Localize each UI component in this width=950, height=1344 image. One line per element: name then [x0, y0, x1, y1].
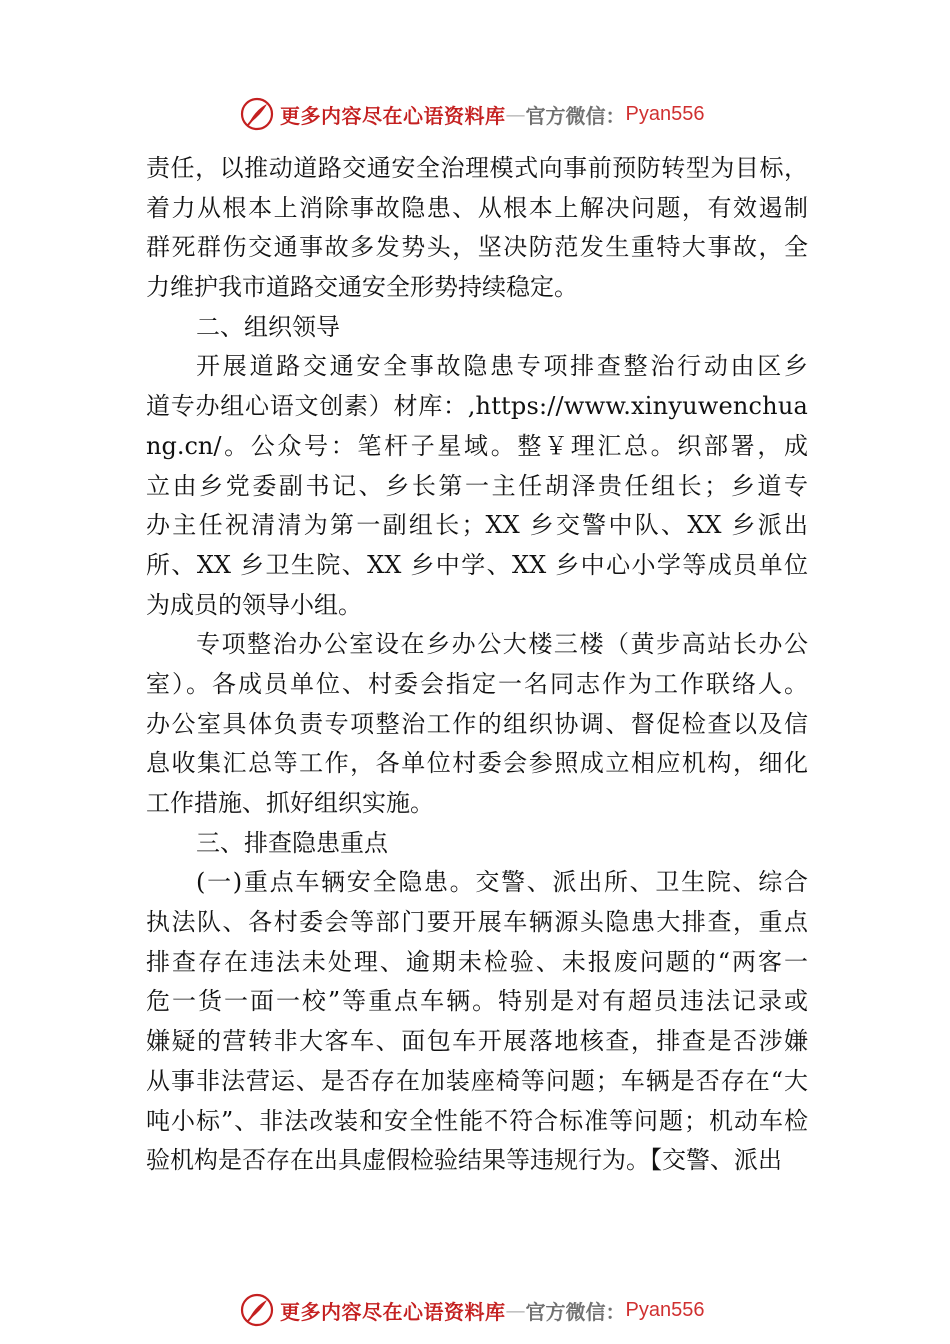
text-line: 着力从根本上消除事故隐患、从根本上解决问题，有效遏制 — [146, 193, 808, 222]
banner-separator: — — [505, 1298, 526, 1322]
quill-logo-icon — [240, 1293, 274, 1327]
text-line: 验机构是否存在出具虚假检验结果等违规行为。【交警、派出 — [146, 1146, 782, 1175]
text-line: 嫌疑的营转非大客车、面包车开展落地核查，排查是否涉嫌 — [146, 1027, 808, 1056]
banner-wechat-label: 官方微信： — [525, 1299, 626, 1324]
banner-separator: — — [505, 102, 526, 126]
text-line: 室）。各成员单位、村委会指定一名同志作为工作联络人。 — [146, 669, 808, 698]
text-line: 办主任祝清清为第一副组长；XX 乡交警中队、XX 乡派出 — [146, 511, 808, 540]
header-banner — [240, 94, 704, 134]
text-line: 力维护我市道路交通安全形势持续稳定。 — [146, 273, 578, 302]
footer-banner — [240, 1290, 704, 1330]
banner-account: Pyan556 — [625, 1298, 705, 1321]
text-line: 息收集汇总等工作，各单位村委会参照成立相应机构，细化 — [146, 749, 808, 778]
text-line: 为成员的领导小组。 — [146, 590, 362, 619]
text-line: 所、XX 乡卫生院、XX 乡中学、XX 乡中心小学等成员单位 — [146, 550, 808, 579]
text-line: ng.cn/。公众号：笔杆子星域。整￥理汇总。织部署，成 — [146, 431, 808, 460]
section-heading: 三、排查隐患重点 — [196, 828, 388, 857]
quill-logo-icon — [240, 97, 274, 131]
document-body — [146, 149, 808, 1181]
text-line: 道专办组心语文创素）材库：,https://www.xinyuwenchua — [146, 392, 808, 421]
text-line: 群死群伤交通事故多发势头，坚决防范发生重特大事故，全 — [146, 233, 808, 262]
banner-account: Pyan556 — [625, 102, 705, 125]
section-heading: 二、组织领导 — [196, 312, 340, 341]
text-line: 立由乡党委副书记、乡长第一主任胡泽贵任组长；乡道专 — [146, 471, 808, 500]
text-line: 专项整治办公室设在乡办公大楼三楼（黄步高站长办公 — [196, 630, 808, 659]
text-line: (一)重点车辆安全隐患。交警、派出所、卫生院、综合 — [196, 868, 808, 897]
banner-wechat-label: 官方微信： — [525, 103, 626, 128]
text-line: 办公室具体负责专项整治工作的组织协调、督促检查以及信 — [146, 709, 808, 738]
text-line: 开展道路交通安全事故隐患专项排查整治行动由区乡 — [196, 352, 808, 381]
text-line: 从事非法营运、是否存在加装座椅等问题；车辆是否存在“大 — [146, 1066, 808, 1095]
text-line: 工作措施、抓好组织实施。 — [146, 789, 434, 817]
text-line: 危一货一面一校”等重点车辆。特别是对有超员违法记录或 — [146, 987, 808, 1016]
banner-brand: 更多内容尽在心语资料库 — [280, 1299, 506, 1324]
text-line: 吨小标”、非法改装和安全性能不符合标准等问题；机动车检 — [146, 1106, 808, 1135]
text-line: 责任，以推动道路交通安全治理模式向事前预防转型为目标， — [146, 154, 808, 182]
text-line: 执法队、各村委会等部门要开展车辆源头隐患大排查，重点 — [146, 908, 808, 937]
text-line: 排查存在违法未处理、逾期未检验、未报废问题的“两客一 — [146, 947, 808, 976]
banner-brand: 更多内容尽在心语资料库 — [280, 103, 506, 128]
